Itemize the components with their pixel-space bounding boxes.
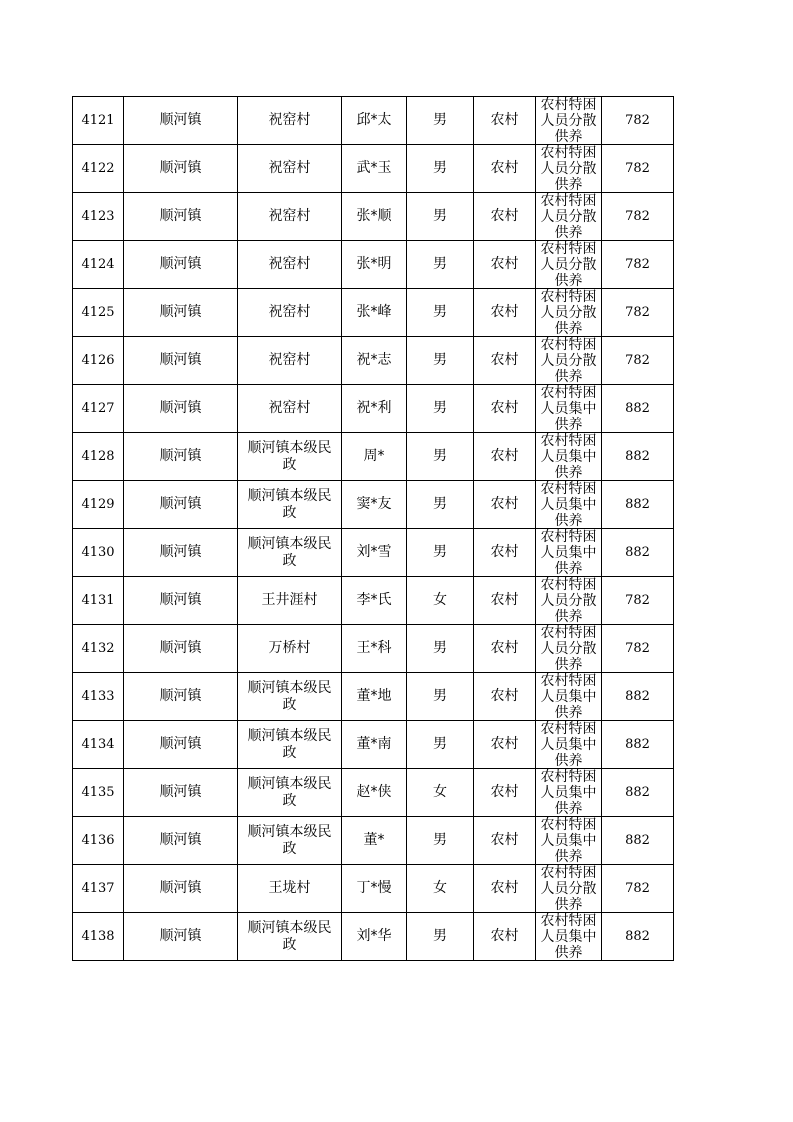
amount-cell: 882 xyxy=(602,529,674,577)
town-cell: 顺河镇 xyxy=(124,385,238,433)
record-number-cell: 4127 xyxy=(73,385,124,433)
record-number-cell: 4130 xyxy=(73,529,124,577)
person-name-cell: 董*地 xyxy=(342,673,407,721)
amount-cell: 882 xyxy=(602,721,674,769)
support-category-text: 农村特困人员集中供养 xyxy=(540,529,597,576)
gender-cell: 男 xyxy=(407,721,474,769)
relief-recipient-table xyxy=(72,96,674,961)
town-cell: 顺河镇 xyxy=(124,865,238,913)
support-category-text: 农村特困人员分散供养 xyxy=(540,193,597,240)
person-name-cell: 张*顺 xyxy=(342,193,407,241)
residence-type-cell: 农村 xyxy=(474,769,536,817)
gender-cell: 男 xyxy=(407,433,474,481)
gender-cell: 男 xyxy=(407,145,474,193)
gender-cell: 男 xyxy=(407,193,474,241)
amount-cell: 782 xyxy=(602,97,674,145)
village-cell: 顺河镇本级民政 xyxy=(238,913,342,961)
support-category-cell xyxy=(536,673,602,721)
support-category-text: 农村特困人员集中供养 xyxy=(540,673,597,720)
table-row xyxy=(73,97,674,145)
support-category-text: 农村特困人员集中供养 xyxy=(540,433,597,480)
support-category-cell xyxy=(536,625,602,673)
support-category-cell xyxy=(536,721,602,769)
support-category-cell xyxy=(536,865,602,913)
gender-cell: 男 xyxy=(407,241,474,289)
gender-cell: 男 xyxy=(407,529,474,577)
village-cell: 顺河镇本级民政 xyxy=(238,433,342,481)
town-cell: 顺河镇 xyxy=(124,433,238,481)
support-category-cell xyxy=(536,289,602,337)
village-cell: 祝窑村 xyxy=(238,97,342,145)
record-number-cell: 4128 xyxy=(73,433,124,481)
town-cell: 顺河镇 xyxy=(124,481,238,529)
town-cell: 顺河镇 xyxy=(124,97,238,145)
gender-cell: 男 xyxy=(407,385,474,433)
table-row xyxy=(73,529,674,577)
town-cell: 顺河镇 xyxy=(124,529,238,577)
village-cell: 顺河镇本级民政 xyxy=(238,817,342,865)
record-number-cell: 4135 xyxy=(73,769,124,817)
record-number-cell: 4137 xyxy=(73,865,124,913)
gender-cell: 男 xyxy=(407,673,474,721)
village-cell: 王垅村 xyxy=(238,865,342,913)
town-cell: 顺河镇 xyxy=(124,241,238,289)
person-name-cell: 张*明 xyxy=(342,241,407,289)
village-cell: 顺河镇本级民政 xyxy=(238,673,342,721)
residence-type-cell: 农村 xyxy=(474,97,536,145)
support-category-text: 农村特困人员集中供养 xyxy=(540,913,597,960)
village-cell: 祝窑村 xyxy=(238,241,342,289)
support-category-cell xyxy=(536,577,602,625)
gender-cell: 男 xyxy=(407,97,474,145)
residence-type-cell: 农村 xyxy=(474,817,536,865)
record-number-cell: 4126 xyxy=(73,337,124,385)
support-category-cell xyxy=(536,337,602,385)
support-category-cell xyxy=(536,145,602,193)
support-category-text: 农村特困人员分散供养 xyxy=(540,625,597,672)
support-category-text: 农村特困人员分散供养 xyxy=(540,865,597,912)
support-category-cell xyxy=(536,529,602,577)
town-cell: 顺河镇 xyxy=(124,145,238,193)
town-cell: 顺河镇 xyxy=(124,913,238,961)
town-cell: 顺河镇 xyxy=(124,817,238,865)
person-name-cell: 祝*志 xyxy=(342,337,407,385)
amount-cell: 782 xyxy=(602,241,674,289)
record-number-cell: 4124 xyxy=(73,241,124,289)
residence-type-cell: 农村 xyxy=(474,865,536,913)
support-category-text: 农村特困人员集中供养 xyxy=(540,385,597,432)
support-category-text: 农村特困人员分散供养 xyxy=(540,337,597,384)
table-row xyxy=(73,433,674,481)
table-row xyxy=(73,625,674,673)
residence-type-cell: 农村 xyxy=(474,337,536,385)
gender-cell: 男 xyxy=(407,289,474,337)
person-name-cell: 赵*侠 xyxy=(342,769,407,817)
table-row xyxy=(73,817,674,865)
table-row xyxy=(73,577,674,625)
gender-cell: 女 xyxy=(407,577,474,625)
village-cell: 祝窑村 xyxy=(238,145,342,193)
town-cell: 顺河镇 xyxy=(124,337,238,385)
person-name-cell: 刘*雪 xyxy=(342,529,407,577)
table-row xyxy=(73,193,674,241)
person-name-cell: 窦*友 xyxy=(342,481,407,529)
person-name-cell: 董* xyxy=(342,817,407,865)
support-category-text: 农村特困人员集中供养 xyxy=(540,721,597,768)
person-name-cell: 武*玉 xyxy=(342,145,407,193)
residence-type-cell: 农村 xyxy=(474,289,536,337)
record-number-cell: 4136 xyxy=(73,817,124,865)
support-category-text: 农村特困人员分散供养 xyxy=(540,577,597,624)
table-row xyxy=(73,145,674,193)
amount-cell: 782 xyxy=(602,289,674,337)
village-cell: 顺河镇本级民政 xyxy=(238,721,342,769)
residence-type-cell: 农村 xyxy=(474,721,536,769)
support-category-cell xyxy=(536,241,602,289)
village-cell: 祝窑村 xyxy=(238,385,342,433)
residence-type-cell: 农村 xyxy=(474,481,536,529)
table-row xyxy=(73,913,674,961)
town-cell: 顺河镇 xyxy=(124,673,238,721)
table-row xyxy=(73,289,674,337)
village-cell: 祝窑村 xyxy=(238,289,342,337)
table-row xyxy=(73,769,674,817)
gender-cell: 男 xyxy=(407,625,474,673)
town-cell: 顺河镇 xyxy=(124,625,238,673)
town-cell: 顺河镇 xyxy=(124,721,238,769)
town-cell: 顺河镇 xyxy=(124,289,238,337)
person-name-cell: 刘*华 xyxy=(342,913,407,961)
amount-cell: 882 xyxy=(602,769,674,817)
table-row xyxy=(73,673,674,721)
residence-type-cell: 农村 xyxy=(474,913,536,961)
support-category-text: 农村特困人员分散供养 xyxy=(540,97,597,144)
person-name-cell: 张*峰 xyxy=(342,289,407,337)
record-number-cell: 4121 xyxy=(73,97,124,145)
amount-cell: 882 xyxy=(602,433,674,481)
support-category-cell xyxy=(536,769,602,817)
gender-cell: 女 xyxy=(407,769,474,817)
residence-type-cell: 农村 xyxy=(474,577,536,625)
residence-type-cell: 农村 xyxy=(474,145,536,193)
support-category-text: 农村特困人员分散供养 xyxy=(540,289,597,336)
amount-cell: 782 xyxy=(602,625,674,673)
person-name-cell: 周* xyxy=(342,433,407,481)
support-category-cell xyxy=(536,481,602,529)
support-category-text: 农村特困人员集中供养 xyxy=(540,817,597,864)
table-body xyxy=(73,97,674,961)
residence-type-cell: 农村 xyxy=(474,193,536,241)
support-category-text: 农村特困人员分散供养 xyxy=(540,241,597,288)
table-row xyxy=(73,385,674,433)
support-category-cell xyxy=(536,913,602,961)
record-number-cell: 4134 xyxy=(73,721,124,769)
person-name-cell: 丁*慢 xyxy=(342,865,407,913)
record-number-cell: 4133 xyxy=(73,673,124,721)
amount-cell: 782 xyxy=(602,193,674,241)
residence-type-cell: 农村 xyxy=(474,673,536,721)
gender-cell: 男 xyxy=(407,481,474,529)
amount-cell: 882 xyxy=(602,481,674,529)
table-row xyxy=(73,721,674,769)
amount-cell: 882 xyxy=(602,913,674,961)
record-number-cell: 4125 xyxy=(73,289,124,337)
support-category-cell xyxy=(536,193,602,241)
village-cell: 祝窑村 xyxy=(238,337,342,385)
village-cell: 顺河镇本级民政 xyxy=(238,481,342,529)
residence-type-cell: 农村 xyxy=(474,241,536,289)
support-category-cell xyxy=(536,817,602,865)
person-name-cell: 邱*太 xyxy=(342,97,407,145)
town-cell: 顺河镇 xyxy=(124,577,238,625)
amount-cell: 782 xyxy=(602,337,674,385)
support-category-cell xyxy=(536,385,602,433)
village-cell: 王井涯村 xyxy=(238,577,342,625)
person-name-cell: 李*氏 xyxy=(342,577,407,625)
record-number-cell: 4132 xyxy=(73,625,124,673)
table-row xyxy=(73,481,674,529)
gender-cell: 男 xyxy=(407,913,474,961)
village-cell: 祝窑村 xyxy=(238,193,342,241)
village-cell: 万桥村 xyxy=(238,625,342,673)
person-name-cell: 祝*利 xyxy=(342,385,407,433)
residence-type-cell: 农村 xyxy=(474,625,536,673)
village-cell: 顺河镇本级民政 xyxy=(238,769,342,817)
residence-type-cell: 农村 xyxy=(474,385,536,433)
table-row xyxy=(73,337,674,385)
gender-cell: 男 xyxy=(407,337,474,385)
gender-cell: 女 xyxy=(407,865,474,913)
table-row xyxy=(73,241,674,289)
amount-cell: 882 xyxy=(602,673,674,721)
support-category-cell xyxy=(536,97,602,145)
record-number-cell: 4138 xyxy=(73,913,124,961)
residence-type-cell: 农村 xyxy=(474,529,536,577)
village-cell: 顺河镇本级民政 xyxy=(238,529,342,577)
support-category-text: 农村特困人员集中供养 xyxy=(540,769,597,816)
person-name-cell: 董*南 xyxy=(342,721,407,769)
record-number-cell: 4131 xyxy=(73,577,124,625)
record-number-cell: 4122 xyxy=(73,145,124,193)
amount-cell: 882 xyxy=(602,817,674,865)
residence-type-cell: 农村 xyxy=(474,433,536,481)
record-number-cell: 4123 xyxy=(73,193,124,241)
amount-cell: 882 xyxy=(602,385,674,433)
amount-cell: 782 xyxy=(602,577,674,625)
support-category-text: 农村特困人员集中供养 xyxy=(540,481,597,528)
table-row xyxy=(73,865,674,913)
support-category-cell xyxy=(536,433,602,481)
gender-cell: 男 xyxy=(407,817,474,865)
town-cell: 顺河镇 xyxy=(124,769,238,817)
amount-cell: 782 xyxy=(602,865,674,913)
person-name-cell: 王*科 xyxy=(342,625,407,673)
amount-cell: 782 xyxy=(602,145,674,193)
record-number-cell: 4129 xyxy=(73,481,124,529)
support-category-text: 农村特困人员分散供养 xyxy=(540,145,597,192)
town-cell: 顺河镇 xyxy=(124,193,238,241)
